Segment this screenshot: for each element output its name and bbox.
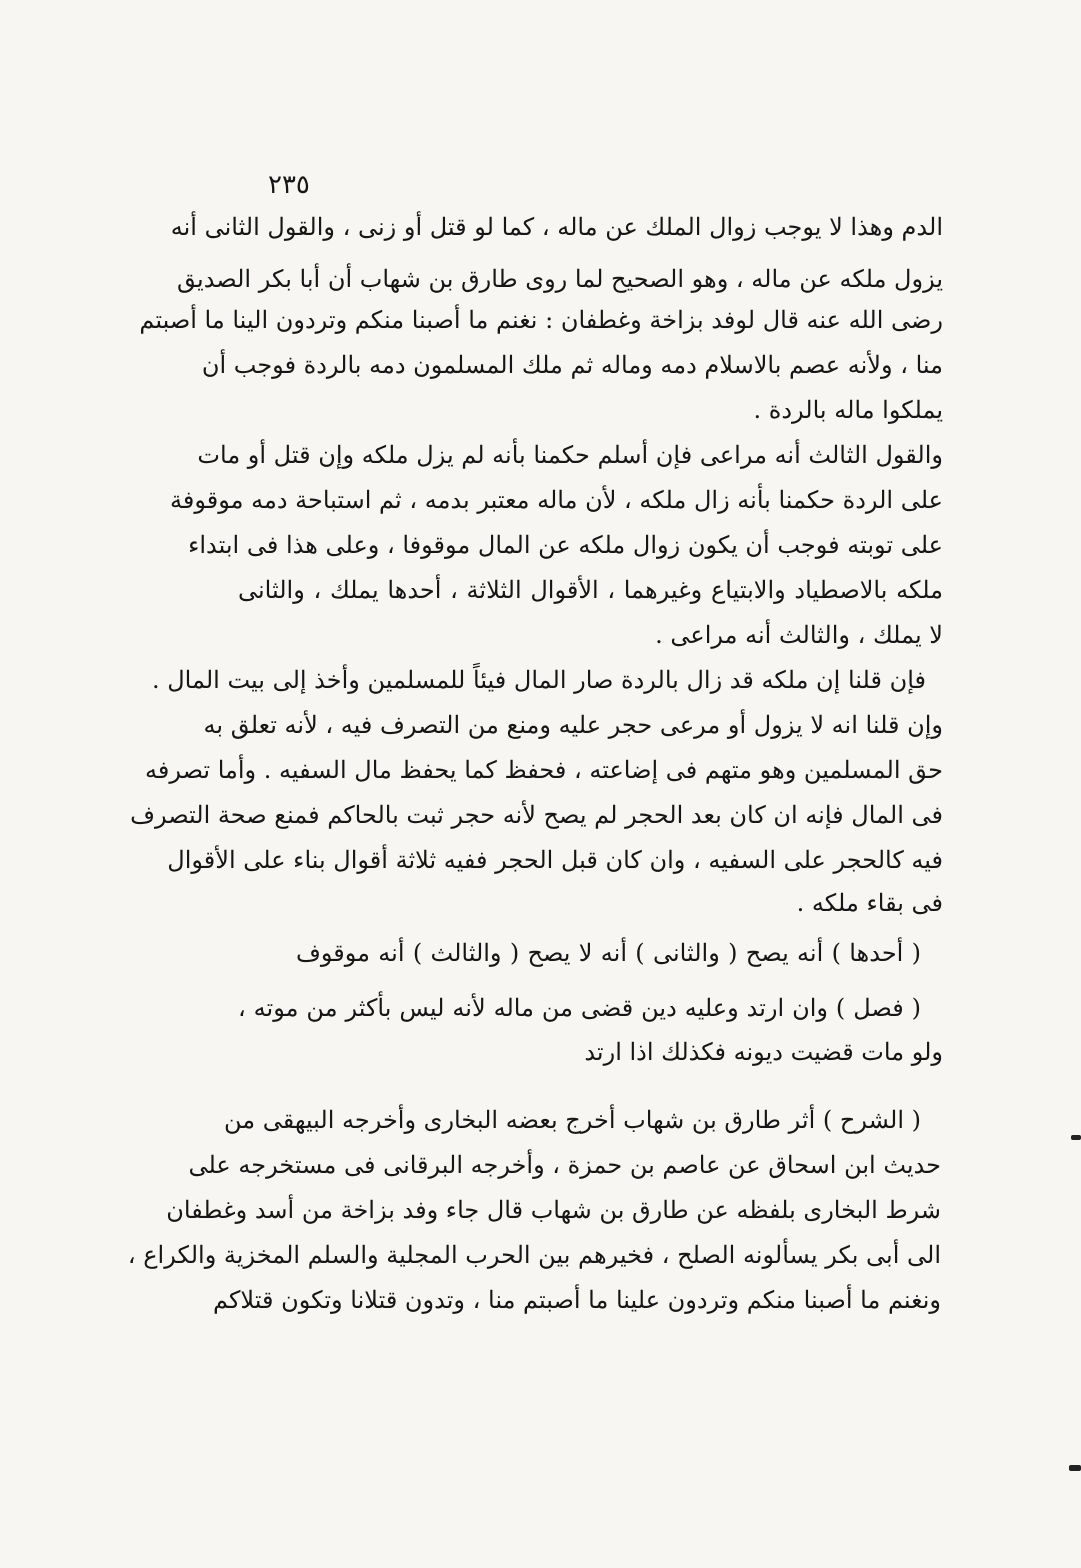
text-line: على الردة حكمنا بأنه زال ملكه ، لأن ماله معتبر بدمه ، ثم استباحة دمه موقوفة bbox=[170, 486, 943, 514]
text-line: والقول الثالث أنه مراعى فإن أسلم حكمنا بأنه لم يزل ملكه وإن قتل أو مات bbox=[197, 441, 943, 469]
text-line: فى المال فإنه ان كان بعد الحجر لم يصح لأنه حجر ثبت بالحاكم فمنع صحة التصرف bbox=[130, 801, 943, 829]
binding-mark bbox=[1071, 1135, 1081, 1140]
text-line: ولو مات قضيت ديونه فكذلك اذا ارتد bbox=[584, 1038, 943, 1066]
page-number: ٢٣٥ bbox=[268, 170, 310, 200]
text-line: فيه كالحجر على السفيه ، وان كان قبل الحجر ففيه ثلاثة أقوال بناء على الأقوال bbox=[167, 846, 943, 874]
text-line: الدم وهذا لا يوجب زوال الملك عن ماله ، كما لو قتل أو زنى ، والقول الثانى أنه bbox=[170, 213, 943, 241]
text-line: فإن قلنا إن ملكه قد زال بالردة صار المال فيئاً للمسلمين وأخذ إلى بيت المال . bbox=[151, 666, 926, 694]
text-line: شرط البخارى بلفظه عن طارق بن شهاب قال جاء وفد بزاخة من أسد وغطفان bbox=[166, 1196, 941, 1224]
text-line: حق المسلمين وهو متهم فى إضاعته ، فحفظ كما يحفظ مال السفيه . وأما تصرفه bbox=[144, 756, 943, 784]
binding-mark bbox=[1069, 1465, 1081, 1471]
text-line: منا ، ولأنه عصم بالاسلام دمه وماله ثم ملك المسلمون دمه بالردة فوجب أن bbox=[201, 351, 943, 379]
text-line: حديث ابن اسحاق عن عاصم بن حمزة ، وأخرجه البرقانى فى مستخرجه على bbox=[188, 1151, 941, 1179]
text-line: الى أبى بكر يسألونه الصلح ، فخيرهم بين الحرب المجلية والسلم المخزية والكراع ، bbox=[127, 1241, 941, 1269]
text-line: رضى الله عنه قال لوفد بزاخة وغطفان : نغنم ما أصبنا منكم وتردون الينا ما أصبتم bbox=[139, 306, 943, 334]
text-line: فى بقاء ملكه . bbox=[796, 889, 943, 917]
text-line: يزول ملكه عن ماله ، وهو الصحيح لما روى طارق بن شهاب أن أبا بكر الصديق bbox=[177, 265, 943, 293]
text-line: وإن قلنا انه لا يزول أو مرعى حجر عليه ومنع من التصرف فيه ، لأنه تعلق به bbox=[203, 711, 943, 739]
text-line: ملكه بالاصطياد والابتياع وغيرهما ، الأقوال الثلاثة ، أحدها يملك ، والثانى bbox=[238, 576, 943, 604]
text-line: ونغنم ما أصبنا منكم وتردون علينا ما أصبتم منا ، وتدون قتلانا وتكون قتلاكم bbox=[213, 1286, 941, 1314]
text-line: على توبته فوجب أن يكون زوال ملكه عن المال موقوفا ، وعلى هذا فى ابتداء bbox=[188, 531, 943, 559]
text-line: ( فصل ) وان ارتد وعليه دين قضى من ماله لأنه ليس بأكثر من موته ، bbox=[238, 994, 921, 1022]
text-line: ( الشرح ) أثر طارق بن شهاب أخرج بعضه البخارى وأخرجه البيهقى من bbox=[223, 1106, 921, 1134]
text-line: يملكوا ماله بالردة . bbox=[753, 396, 943, 424]
text-line: لا يملك ، والثالث أنه مراعى . bbox=[655, 621, 943, 649]
text-line: ( أحدها ) أنه يصح ( والثانى ) أنه لا يصح ( والثالث ) أنه موقوف bbox=[296, 939, 921, 967]
